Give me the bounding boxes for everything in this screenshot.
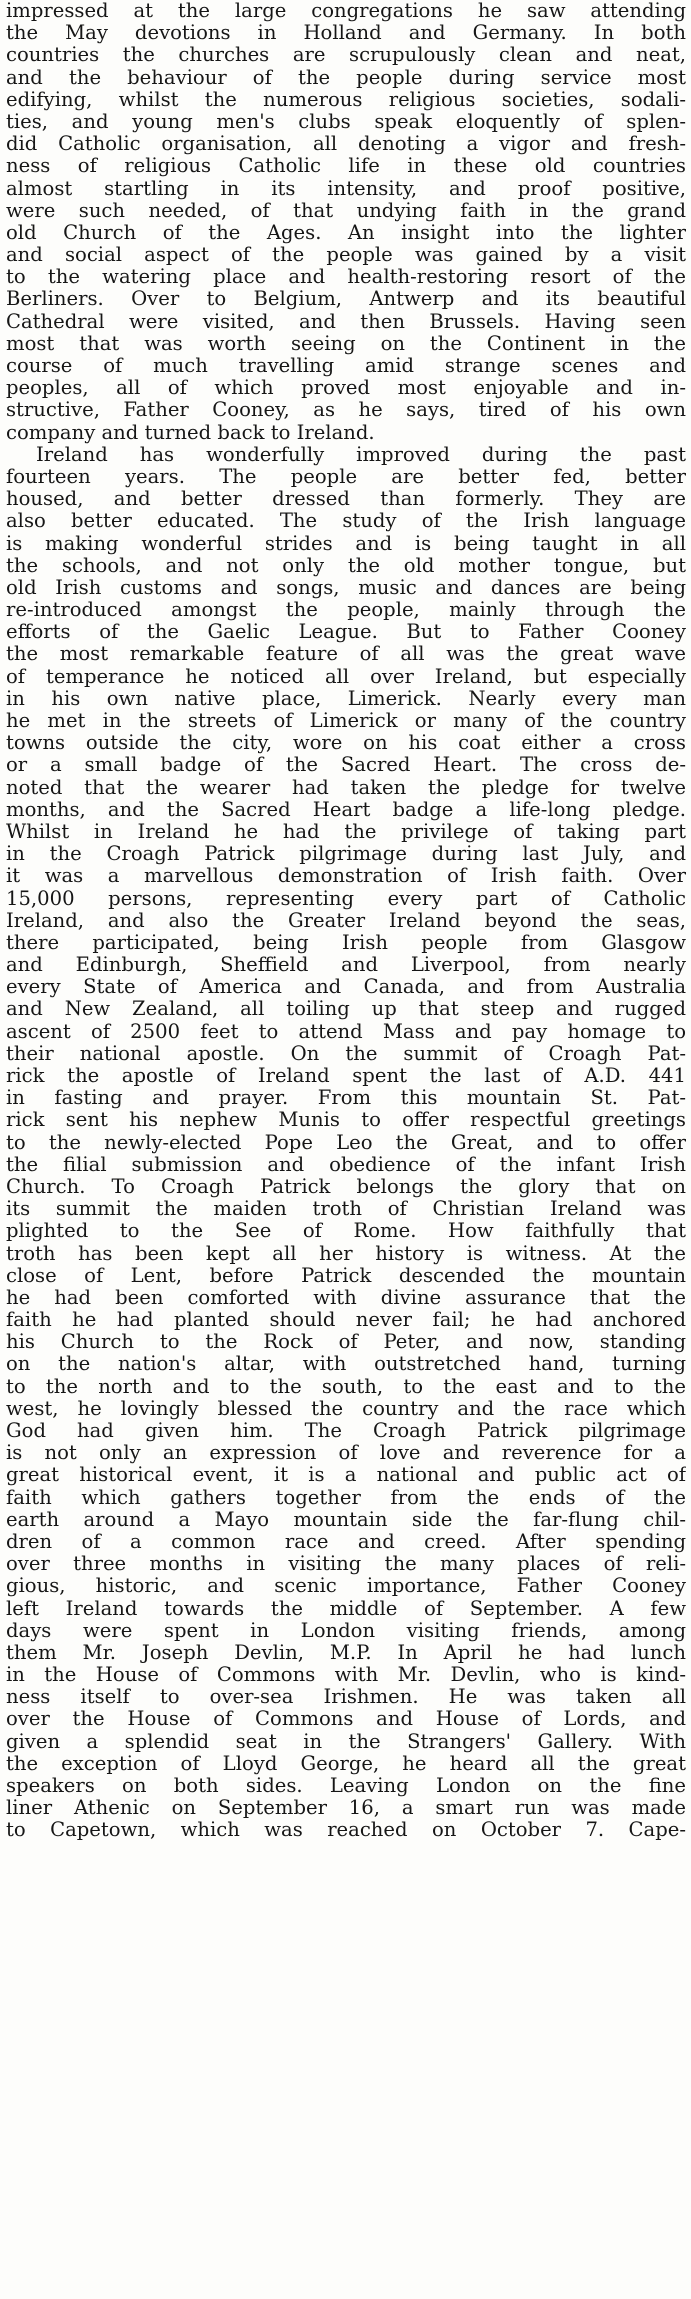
text-line: liner Athenic on September 16, a smart run was made: [6, 1797, 686, 1820]
text-line: faith which gathers together from the ends of the: [6, 1486, 686, 1509]
text-line: gious, historic, and scenic importance, Father Cooney: [6, 1575, 686, 1598]
text-line: Whilst in Ireland he had the privilege of taking part: [6, 820, 686, 843]
text-line: earth around a Mayo mountain side the far-flung chil-: [6, 1508, 686, 1531]
text-line: in his own native place, Limerick. Nearly every man: [6, 687, 686, 710]
text-line: over three months in visiting the many places of reli-: [6, 1553, 686, 1576]
text-line: God had given him. The Croagh Patrick pilgrimage: [6, 1420, 686, 1442]
text-line: countries the churches are scrupulously clean and neat,: [6, 44, 686, 67]
text-line: left Ireland towards the middle of September. A few: [6, 1597, 686, 1620]
text-line: ness itself to over-sea Irishmen. He was taken all: [6, 1686, 686, 1709]
text-line: structive, Father Cooney, as he says, tired of his own: [6, 399, 686, 422]
text-line: towns outside the city, wore on his coat either a cross: [6, 732, 686, 755]
text-line: he met in the streets of Limerick or many of the country: [6, 710, 686, 732]
text-line: and New Zealand, all toiling up that steep and rugged: [6, 998, 686, 1021]
text-line: rick sent his nephew Munis to offer respectful greetings: [6, 1109, 686, 1132]
text-line: its summit the maiden troth of Christian Ireland was: [6, 1198, 686, 1221]
text-line: re-introduced amongst the people, mainly through the: [6, 599, 686, 622]
text-line: to Capetown, which was reached on October 7. Cape-: [6, 1819, 686, 1842]
text-line: Ireland, and also the Greater Ireland beyond the seas,: [6, 909, 686, 932]
text-line: over the House of Commons and House of Lords, and: [6, 1708, 686, 1731]
text-line: fourteen years. The people are better fed, better: [6, 465, 686, 488]
text-line: speakers on both sides. Leaving London on the fine: [6, 1775, 686, 1797]
text-line: impressed at the large congregations he saw attending: [6, 0, 686, 22]
text-line: almost startling in its intensity, and proof positive,: [6, 177, 686, 200]
text-line: west, he lovingly blessed the country and the race which: [6, 1397, 686, 1420]
text-line: old Irish customs and songs, music and dances are being: [6, 576, 686, 599]
text-line: the exception of Lloyd George, he heard all the great: [6, 1752, 686, 1775]
text-line: housed, and better dressed than formerly. They are: [6, 488, 686, 511]
text-line: old Church of the Ages. An insight into the lighter: [6, 221, 686, 244]
text-line: and social aspect of the people was gained by a visit: [6, 244, 686, 267]
text-line: of temperance he noticed all over Ireland, but especially: [6, 665, 686, 688]
text-line: days were spent in London visiting friends, among: [6, 1619, 686, 1642]
text-line: ascent of 2500 feet to attend Mass and pay homage to: [6, 1020, 686, 1043]
text-line: peoples, all of which proved most enjoyable and in-: [6, 377, 686, 400]
text-line: given a splendid seat in the Strangers' Gallery. With: [6, 1730, 686, 1753]
text-line: to the north and to the south, to the east and to the: [6, 1375, 686, 1398]
article-column: [6, 0, 686, 1842]
text-line: Church. To Croagh Patrick belongs the glory that on: [6, 1175, 686, 1198]
text-line: were such needed, of that undying faith in the grand: [6, 199, 686, 222]
text-line: months, and the Sacred Heart badge a life-long pledge.: [6, 798, 686, 821]
text-line: efforts of the Gaelic League. But to Father Cooney: [6, 621, 686, 644]
text-line: in fasting and prayer. From this mountain St. Pat-: [6, 1087, 686, 1110]
text-line: them Mr. Joseph Devlin, M.P. In April he had lunch: [6, 1641, 686, 1664]
text-line: edifying, whilst the numerous religious societies, sodali-: [6, 88, 686, 111]
text-line: the most remarkable feature of all was the great wave: [6, 643, 686, 666]
text-line: to the newly-elected Pope Leo the Great, and to offer: [6, 1131, 686, 1154]
text-line: every State of America and Canada, and from Australia: [6, 976, 686, 999]
text-line: to the watering place and health-restoring resort of the: [6, 266, 686, 289]
text-line: is making wonderful strides and is being taught in all: [6, 532, 686, 555]
text-line: is not only an expression of love and reverence for a: [6, 1442, 686, 1465]
text-line: rick the apostle of Ireland spent the last of A.D. 441: [6, 1065, 686, 1087]
text-line: and Edinburgh, Sheffield and Liverpool, from nearly: [6, 954, 686, 977]
text-line: his Church to the Rock of Peter, and now, standing: [6, 1331, 686, 1354]
text-line: did Catholic organisation, all denoting a vigor and fresh-: [6, 133, 686, 156]
paragraph-start-line: Ireland has wonderfully improved during the past: [36, 443, 686, 466]
text-line: great historical event, it is a national and public act of: [6, 1464, 686, 1487]
text-line: the schools, and not only the old mother tongue, but: [6, 554, 686, 577]
text-line: Berliners. Over to Belgium, Antwerp and its beautiful: [6, 288, 686, 311]
text-line: course of much travelling amid strange scenes and: [6, 355, 686, 377]
text-line: the May devotions in Holland and Germany. In both: [6, 22, 686, 45]
text-line: plighted to the See of Rome. How faithfully that: [6, 1220, 686, 1243]
text-line: 15,000 persons, representing every part of Catholic: [6, 887, 686, 910]
text-line: he had been comforted with divine assurance that the: [6, 1286, 686, 1309]
text-line: troth has been kept all her history is witness. At the: [6, 1242, 686, 1265]
text-line: or a small badge of the Sacred Heart. The cross de-: [6, 754, 686, 777]
text-line: company and turned back to Ireland.: [6, 421, 375, 444]
text-line: the filial submission and obedience of the infant Irish: [6, 1153, 686, 1176]
text-line: ness of religious Catholic life in these old countries: [6, 155, 686, 178]
text-line: noted that the wearer had taken the pledge for twelve: [6, 776, 686, 799]
text-line: and the behaviour of the people during service most: [6, 66, 686, 89]
text-line: most that was worth seeing on the Continent in the: [6, 332, 686, 355]
text-line: it was a marvellous demonstration of Irish faith. Over: [6, 865, 686, 888]
text-line: in the Croagh Patrick pilgrimage during last July, and: [6, 843, 686, 866]
text-line: Cathedral were visited, and then Brussels. Having seen: [6, 310, 686, 333]
text-line: ties, and young men's clubs speak eloquently of splen-: [6, 110, 686, 133]
text-line: dren of a common race and creed. After spending: [6, 1530, 686, 1553]
text-line: in the House of Commons with Mr. Devlin, who is kind-: [6, 1664, 686, 1687]
text-line: there participated, being Irish people from Glasgow: [6, 931, 686, 954]
text-line: their national apostle. On the summit of Croagh Pat-: [6, 1042, 686, 1065]
text-line: on the nation's altar, with outstretched hand, turning: [6, 1353, 686, 1376]
text-line: faith he had planted should never fail; he had anchored: [6, 1309, 686, 1332]
text-line: also better educated. The study of the Irish language: [6, 510, 686, 533]
text-line: close of Lent, before Patrick descended the mountain: [6, 1264, 686, 1287]
